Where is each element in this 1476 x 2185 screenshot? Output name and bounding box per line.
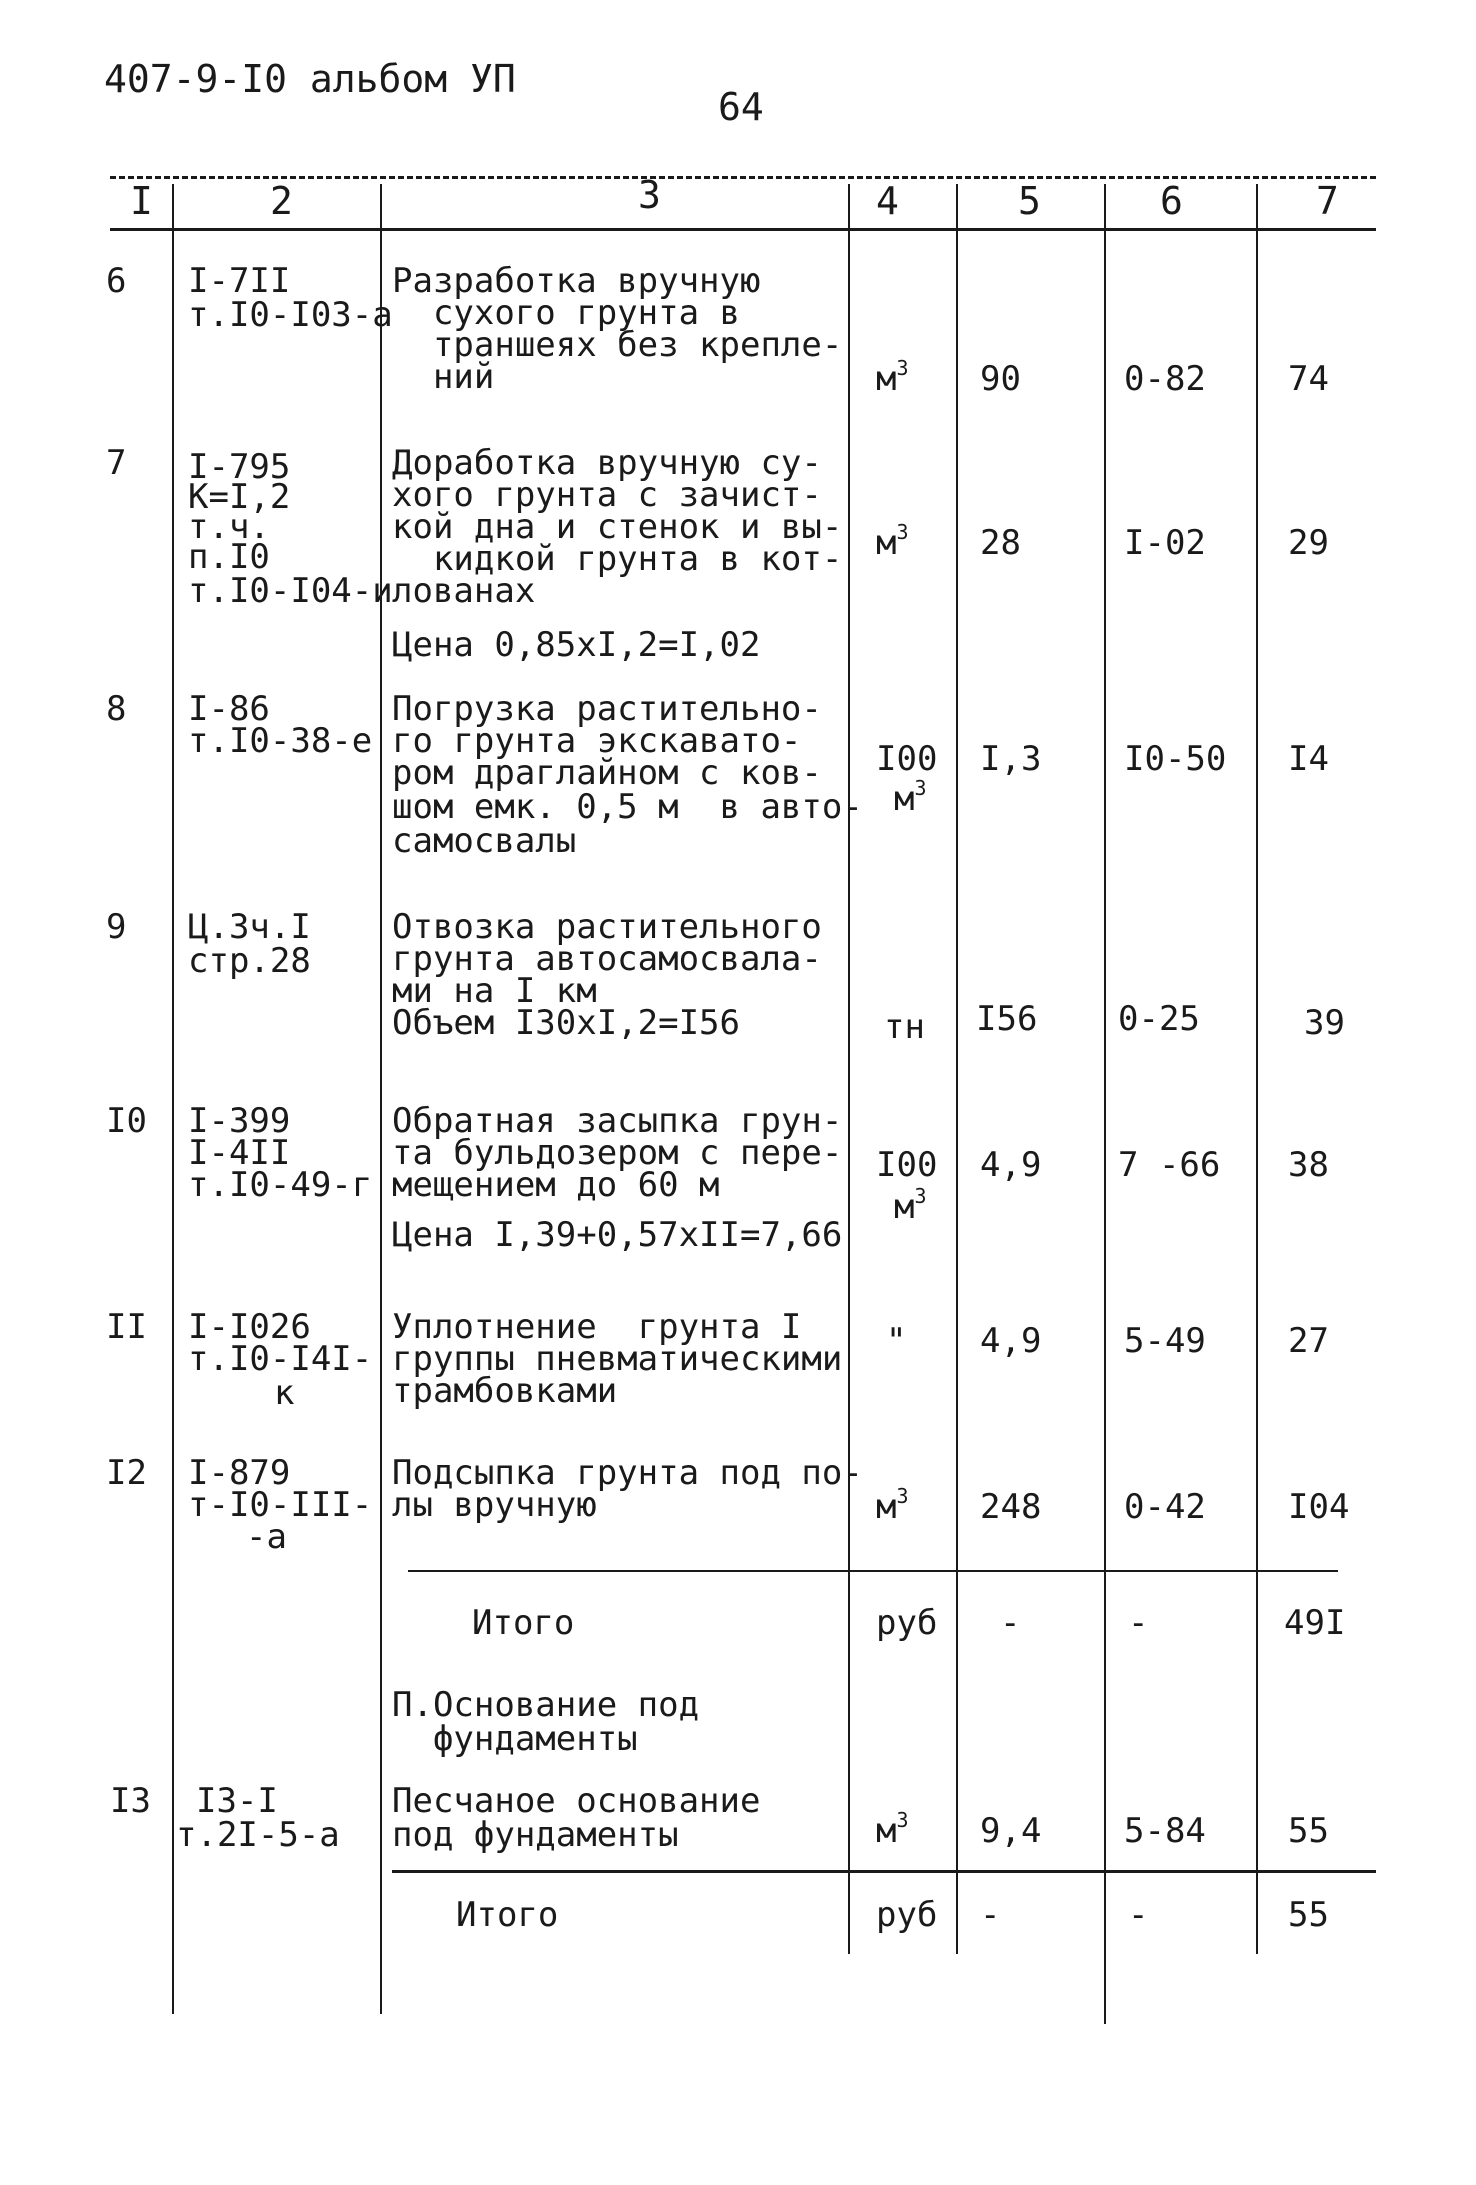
table-top-border bbox=[110, 176, 1376, 179]
total: 39 bbox=[1304, 1003, 1345, 1043]
reference-line: I-879 bbox=[188, 1453, 291, 1493]
description-line: под фундаменты bbox=[392, 1815, 679, 1855]
col-header-7: 7 bbox=[1316, 179, 1339, 223]
row-number: 7 bbox=[106, 443, 127, 483]
reference-line: к bbox=[274, 1373, 295, 1413]
reference-line: т.I0-38-е bbox=[188, 721, 373, 761]
subtotal-total: 55 bbox=[1288, 1895, 1329, 1935]
price-note: Цена I,39+0,57хII=7,66 bbox=[392, 1215, 843, 1255]
reference-line: К=I,2 bbox=[188, 477, 291, 517]
unit-price: I0-50 bbox=[1124, 739, 1227, 779]
unit-price: 0-42 bbox=[1124, 1487, 1206, 1527]
reference-line: -а bbox=[246, 1517, 287, 1557]
total: 27 bbox=[1288, 1321, 1329, 1361]
section-heading: фундаменты bbox=[392, 1719, 638, 1759]
row-number: I0 bbox=[106, 1101, 147, 1141]
reference-line: I-7II bbox=[188, 261, 291, 301]
description-line: лы вручную bbox=[392, 1485, 597, 1525]
description-line: ний bbox=[392, 357, 495, 397]
description-line: грунта автосамосвала- bbox=[392, 939, 822, 979]
description-line: группы пневматическими bbox=[392, 1339, 843, 1379]
unit-price: 0-82 bbox=[1124, 359, 1206, 399]
column-divider-1 bbox=[172, 184, 174, 2014]
description-line: шом емк. 0,5 м в авто- bbox=[392, 787, 863, 827]
reference-line: I-795 bbox=[188, 447, 291, 487]
unit-price: I-02 bbox=[1124, 523, 1206, 563]
unit-price: 5-84 bbox=[1124, 1811, 1206, 1851]
subtotal-price: - bbox=[1128, 1895, 1149, 1935]
description-line: Песчаное основание bbox=[392, 1781, 761, 1821]
reference-line: т.I0-49-г bbox=[188, 1165, 373, 1205]
description-line: Доработка вручную су- bbox=[392, 443, 822, 483]
total: 55 bbox=[1288, 1811, 1329, 1851]
description-line: трамбовками bbox=[392, 1371, 618, 1411]
unit-ditto-mark: " bbox=[886, 1321, 907, 1361]
description-line: Разработка вручную bbox=[392, 261, 761, 301]
description-line: кидкой грунта в кот- bbox=[392, 539, 843, 579]
description-line: Погрузка растительно- bbox=[392, 689, 822, 729]
description-line: самосвалы bbox=[392, 821, 577, 861]
column-divider-4 bbox=[956, 184, 958, 1954]
quantity: 4,9 bbox=[980, 1321, 1042, 1361]
col-header-3: 3 bbox=[638, 173, 661, 217]
reference-line: п.I0 bbox=[188, 537, 270, 577]
unit-line-2: $м^3$ bbox=[894, 1184, 927, 1227]
unit: I00 bbox=[876, 739, 938, 779]
total: I04 bbox=[1288, 1487, 1350, 1527]
description-line: траншеях без крепле- bbox=[392, 325, 843, 365]
reference-line: I-399 bbox=[188, 1101, 291, 1141]
page-number: 64 bbox=[718, 85, 764, 129]
header-bottom-border bbox=[110, 228, 1376, 231]
subtotal-total: 49I bbox=[1284, 1603, 1346, 1643]
subtotal-unit: руб bbox=[876, 1895, 938, 1935]
unit-price: 0-25 bbox=[1118, 999, 1200, 1039]
reference-line: I-I026 bbox=[188, 1307, 311, 1347]
description-line: та бульдозером с пере- bbox=[392, 1133, 843, 1173]
description-line: ром драглайном с ков- bbox=[392, 753, 822, 793]
col-header-1: I bbox=[130, 179, 153, 223]
section-heading: П.Основание под bbox=[392, 1685, 700, 1725]
description-line: Подсыпка грунта под по- bbox=[392, 1453, 863, 1493]
column-divider-2 bbox=[380, 184, 382, 2014]
subtotal-label: Итого bbox=[456, 1895, 559, 1935]
quantity: 28 bbox=[980, 523, 1021, 563]
description-line: Объем I30хI,2=I56 bbox=[392, 1003, 740, 1043]
description-line: хого грунта с зачист- bbox=[392, 475, 822, 515]
unit-line-2: $м^3$ bbox=[894, 776, 927, 819]
reference-line: Ц.3ч.I bbox=[188, 907, 311, 947]
reference-line: стр.28 bbox=[188, 941, 311, 981]
unit-price: 7 -66 bbox=[1118, 1145, 1221, 1185]
unit: тн bbox=[884, 1007, 925, 1047]
unit-price: 5-49 bbox=[1124, 1321, 1206, 1361]
reference-line: т.ч. bbox=[188, 507, 270, 547]
reference-line: т.I0-I04-и bbox=[188, 571, 393, 611]
reference-line: т-I0-III- bbox=[188, 1485, 373, 1525]
reference-line: т.I0-I03-а bbox=[188, 295, 393, 335]
reference-line: I-4II bbox=[188, 1133, 291, 1173]
reference-line: I3-I bbox=[196, 1781, 278, 1821]
quantity: I,3 bbox=[980, 739, 1042, 779]
column-divider-6 bbox=[1256, 184, 1258, 1954]
reference-line: I-86 bbox=[188, 689, 270, 729]
description-line: Уплотнение грунта I bbox=[392, 1307, 802, 1347]
col-header-2: 2 bbox=[270, 179, 293, 223]
reference-line: т.I0-I4I- bbox=[188, 1339, 373, 1379]
description-line: лованах bbox=[392, 571, 536, 611]
description-line: Отвозка растительного bbox=[392, 907, 822, 947]
subtotal-quantity: - bbox=[980, 1895, 1001, 1935]
description-line: кой дна и стенок и вы- bbox=[392, 507, 843, 547]
quantity: 4,9 bbox=[980, 1145, 1042, 1185]
row-number: I2 bbox=[106, 1453, 147, 1493]
unit: $м^3$ bbox=[876, 356, 909, 399]
subtotal-1-rule bbox=[408, 1570, 1338, 1572]
description-line: мещением до 60 м bbox=[392, 1165, 720, 1205]
row-number: 8 bbox=[106, 689, 127, 729]
row-number: II bbox=[106, 1307, 147, 1347]
col-header-6: 6 bbox=[1160, 179, 1183, 223]
subtotal-2-rule bbox=[392, 1870, 1376, 1873]
quantity: I56 bbox=[976, 999, 1038, 1039]
description-line: Обратная засыпка грун- bbox=[392, 1101, 843, 1141]
row-number: 6 bbox=[106, 261, 127, 301]
col-header-5: 5 bbox=[1018, 179, 1041, 223]
subtotal-price: - bbox=[1128, 1603, 1149, 1643]
price-note: Цена 0,85хI,2=I,02 bbox=[392, 625, 761, 665]
unit: $м^3$ bbox=[876, 1484, 909, 1527]
total: 74 bbox=[1288, 359, 1329, 399]
reference-line: т.2I-5-а bbox=[176, 1815, 340, 1855]
subtotal-label: Итого bbox=[472, 1603, 575, 1643]
quantity: 9,4 bbox=[980, 1811, 1042, 1851]
description-line: ми на I км bbox=[392, 971, 597, 1011]
unit: $м^3$ bbox=[876, 520, 909, 563]
quantity: 90 bbox=[980, 359, 1021, 399]
document-code: 407-9-I0 альбом УП bbox=[104, 57, 516, 101]
col-header-4: 4 bbox=[876, 179, 899, 223]
unit: $м^3$ bbox=[876, 1808, 909, 1851]
row-number: I3 bbox=[110, 1781, 151, 1821]
row-number: 9 bbox=[106, 907, 127, 947]
total: I4 bbox=[1288, 739, 1329, 779]
quantity: 248 bbox=[980, 1487, 1042, 1527]
unit: I00 bbox=[876, 1145, 938, 1185]
total: 38 bbox=[1288, 1145, 1329, 1185]
column-divider-5 bbox=[1104, 184, 1106, 2024]
column-divider-3 bbox=[848, 184, 850, 1954]
subtotal-quantity: - bbox=[1000, 1603, 1021, 1643]
subtotal-unit: руб bbox=[876, 1603, 938, 1643]
description-line: сухого грунта в bbox=[392, 293, 740, 333]
total: 29 bbox=[1288, 523, 1329, 563]
description-line: го грунта экскавато- bbox=[392, 721, 802, 761]
